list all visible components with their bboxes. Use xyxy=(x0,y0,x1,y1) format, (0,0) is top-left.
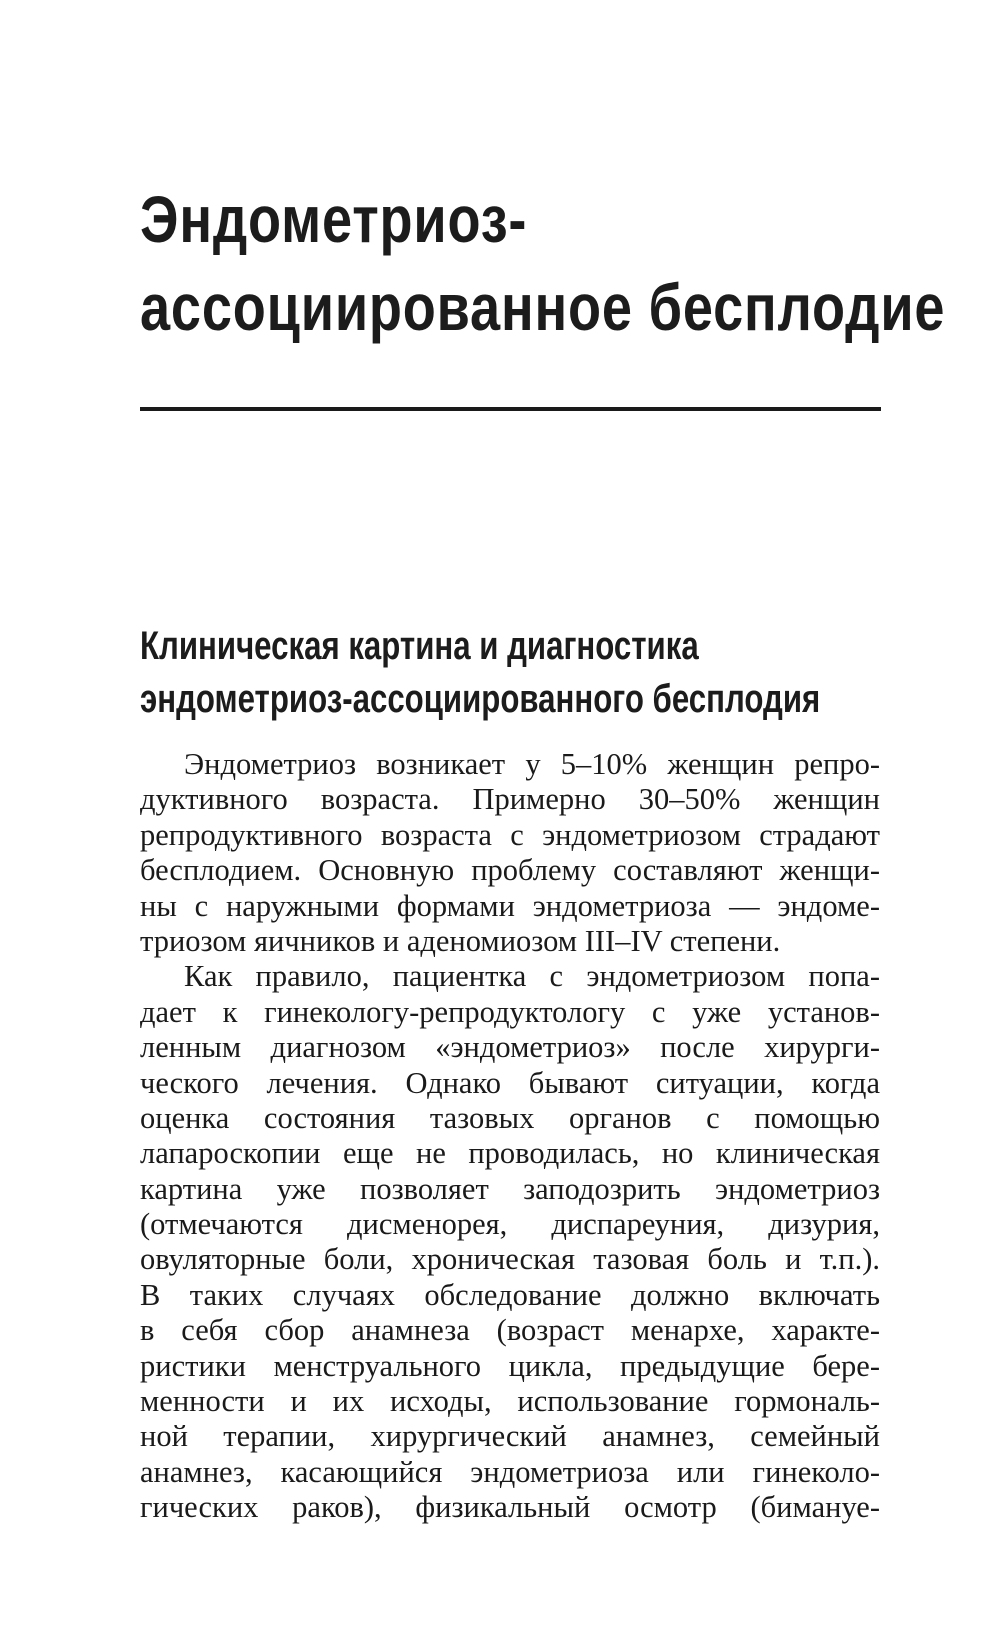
text-line: картина уже позволяет заподозрить эндометриоз xyxy=(140,1171,880,1206)
text-line: оценка состояния тазовых органов с помощью xyxy=(140,1100,880,1135)
paragraph-1 xyxy=(140,747,880,959)
text-line: дуктивного возраста. Примерно 30–50% женщин xyxy=(140,782,880,817)
text-line: ленным диагнозом «эндометриоз» после хирурги- xyxy=(140,1030,880,1065)
text-line: ческого лечения. Однако бывают ситуации, когда xyxy=(140,1065,880,1100)
text-line: менности и их исходы, использование гормональ- xyxy=(140,1384,880,1419)
section-heading-line-1: Клиническая картина и диагностика xyxy=(140,624,699,668)
section-heading-line-2: эндометриоз-ассоциированного бесплодия xyxy=(140,677,821,721)
text-line: репродуктивного возраста с эндометриозом страдают xyxy=(140,817,880,852)
chapter-title-line-1: Эндометриоз- xyxy=(140,182,528,256)
text-line: бесплодием. Основную проблему составляют женщи- xyxy=(140,853,880,888)
text-line: триозом яичников и аденомиозом III–IV степени. xyxy=(140,923,781,958)
text-line: Эндометриоз возникает у 5–10% женщин репро- xyxy=(184,747,880,781)
text-line: лапароскопии еще не проводилась, но клиническая xyxy=(140,1136,880,1171)
title-divider xyxy=(140,407,881,411)
text-line: ной терапии, хирургический анамнез, семейный xyxy=(140,1419,880,1454)
text-line: ны с наружными формами эндометриоза — эндоме- xyxy=(140,888,880,923)
text-line: гических раков), физикальный осмотр (бимануе- xyxy=(140,1490,880,1525)
text-line: В таких случаях обследование должно включать xyxy=(140,1277,880,1312)
chapter-title-line-2: ассоциированное бесплодие xyxy=(140,270,946,344)
section-heading xyxy=(140,620,842,726)
text-line: Как правило, пациентка с эндометриозом попа- xyxy=(184,959,880,994)
chapter-title xyxy=(140,175,946,351)
text-line: ристики менструального цикла, предыдущие бере- xyxy=(140,1348,880,1383)
text-line: овуляторные боли, хроническая тазовая боль и т.п.). xyxy=(140,1242,880,1277)
text-line: (отмечаются дисменорея, диспареуния, дизурия, xyxy=(140,1207,880,1242)
text-line: анамнез, касающийся эндометриоза или гинеколо- xyxy=(140,1454,880,1489)
body-text xyxy=(140,747,880,1526)
paragraph-2 xyxy=(140,959,880,1525)
text-line: дает к гинекологу-репродуктологу с уже установ- xyxy=(140,994,880,1029)
text-line: в себя сбор анамнеза (возраст менархе, характе- xyxy=(140,1313,880,1348)
